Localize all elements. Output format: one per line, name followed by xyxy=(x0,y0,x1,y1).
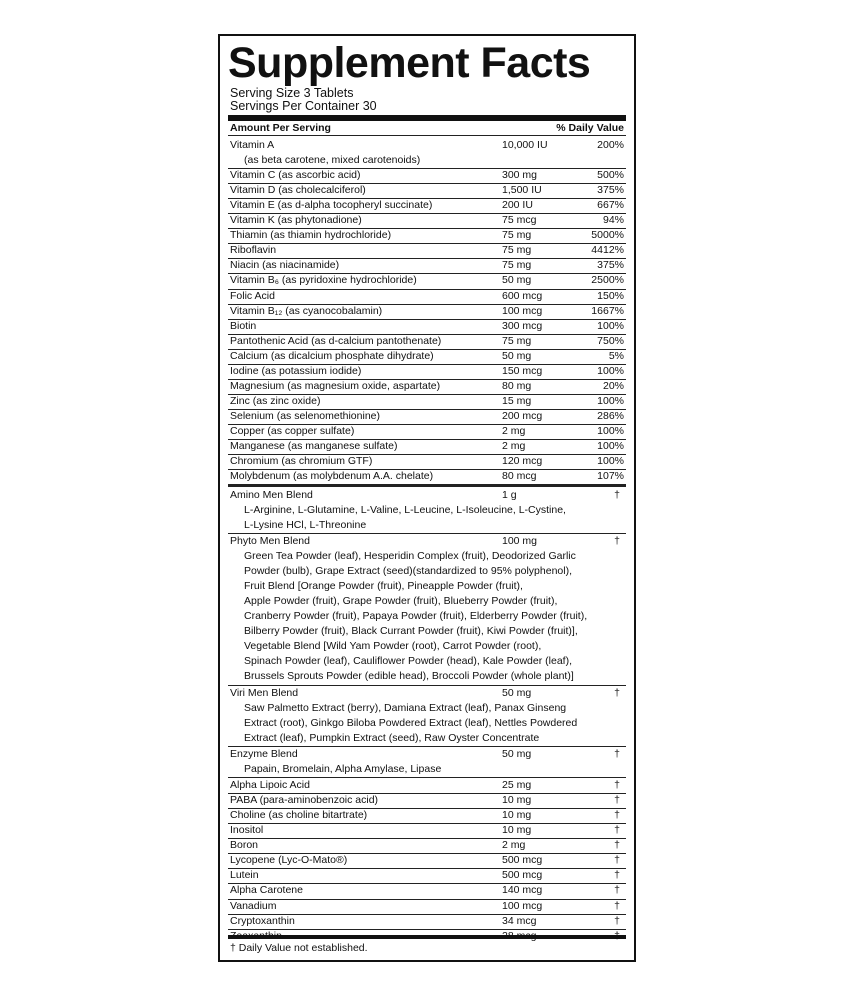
nutrient-amount: 100 mcg xyxy=(502,304,543,317)
ingredient-name: Vanadium xyxy=(230,899,277,912)
serving-size: Serving Size 3 Tablets xyxy=(230,86,354,100)
ingredient-amount: 10 mg xyxy=(502,809,532,822)
nutrient-name: Riboflavin xyxy=(230,244,277,257)
blend-name: Amino Men Blend xyxy=(230,489,313,502)
nutrient-row xyxy=(230,273,624,288)
nutrient-name: Calcium (as dicalcium phosphate dihydrate) xyxy=(230,349,434,362)
header-rule xyxy=(228,135,626,136)
ingredient-amount: 140 mcg xyxy=(502,884,543,897)
dagger-marker: † xyxy=(614,884,620,897)
blend-row xyxy=(230,686,624,746)
dagger-marker: † xyxy=(614,824,620,837)
blend-name: Enzyme Blend xyxy=(230,748,298,760)
blend-row xyxy=(230,488,624,533)
nutrient-daily-value: 200% xyxy=(597,139,624,151)
ingredient-row xyxy=(230,838,624,853)
amount-per-serving-header: Amount Per Serving xyxy=(230,122,331,134)
nutrient-name: Iodine (as potassium iodide) xyxy=(230,364,362,377)
blend-ingredients: Papain, Bromelain, Alpha Amylase, Lipase xyxy=(244,763,442,775)
nutrient-amount: 600 mcg xyxy=(502,289,543,302)
ingredient-name: Lycopene (Lyc-O-Mato®) xyxy=(230,854,348,867)
nutrient-daily-value: 100% xyxy=(597,364,624,377)
ingredient-amount: 34 mcg xyxy=(502,914,537,927)
nutrient-daily-value: 2500% xyxy=(591,274,624,287)
bottom-thick-rule xyxy=(228,935,626,939)
blend-name: Phyto Men Blend xyxy=(230,535,310,548)
label-title: Supplement Facts xyxy=(228,39,591,87)
nutrient-row xyxy=(230,304,624,319)
dagger-marker: † xyxy=(614,489,620,502)
ingredient-name: Cryptoxanthin xyxy=(230,914,295,927)
nutrient-daily-value: 1667% xyxy=(591,304,624,317)
nutrient-daily-value: 375% xyxy=(597,184,624,197)
ingredient-row xyxy=(230,883,624,898)
dagger-marker: † xyxy=(614,869,620,882)
nutrient-name: Vitamin K (as phytonadione) xyxy=(230,214,362,227)
nutrient-daily-value: 4412% xyxy=(591,244,624,257)
nutrient-row xyxy=(230,213,624,228)
blend-ingredients: Saw Palmetto Extract (berry), Damiana Extract (leaf), Panax Ginseng Extract (root), Ginkgo Biloba Powdered Extract (leaf), Nettles Powdered Extract (leaf), Pumpkin Extract (seed), Raw Oyster Concentrate xyxy=(244,701,578,744)
dagger-marker: † xyxy=(614,809,620,822)
nutrient-amount: 2 mg xyxy=(502,440,526,452)
ingredient-name: Choline (as choline bitartrate) xyxy=(230,809,368,822)
nutrient-amount: 2 mg xyxy=(502,424,526,437)
ingredient-amount: 25 mg xyxy=(502,779,532,792)
nutrient-row xyxy=(230,319,624,334)
nutrient-amount: 80 mcg xyxy=(502,470,537,483)
dagger-marker: † xyxy=(614,794,620,807)
nutrient-amount: 300 mg xyxy=(502,169,538,182)
nutrient-name: Niacin (as niacinamide) xyxy=(230,259,340,272)
blend-amount: 100 mg xyxy=(502,535,538,548)
nutrient-daily-value: 5% xyxy=(608,349,624,362)
nutrient-row xyxy=(230,258,624,273)
dagger-marker: † xyxy=(614,535,620,548)
daily-value-header: % Daily Value xyxy=(556,122,624,134)
nutrient-amount: 15 mg xyxy=(502,394,532,407)
nutrient-amount: 50 mg xyxy=(502,349,532,362)
nutrient-daily-value: 286% xyxy=(597,409,624,422)
nutrient-daily-value: 94% xyxy=(602,214,624,227)
ingredient-name: Alpha Carotene xyxy=(230,884,303,897)
nutrient-name: Pantothenic Acid (as d-calcium pantothenate) xyxy=(230,334,442,347)
nutrient-daily-value: 100% xyxy=(597,319,624,332)
nutrient-name: Chromium (as chromium GTF) xyxy=(230,455,373,468)
nutrient-amount: 200 IU xyxy=(502,199,533,212)
ingredient-row xyxy=(230,853,624,868)
nutrient-name: Vitamin C (as ascorbic acid) xyxy=(230,169,361,182)
dagger-marker: † xyxy=(614,914,620,927)
nutrient-amount: 50 mg xyxy=(502,274,532,287)
nutrient-daily-value: 100% xyxy=(597,455,624,468)
nutrient-row xyxy=(230,198,624,213)
ingredient-amount: 10 mg xyxy=(502,824,532,837)
ingredient-name: Inositol xyxy=(230,824,264,837)
nutrient-name: Zinc (as zinc oxide) xyxy=(230,394,321,407)
ingredient-name: Boron xyxy=(230,839,259,852)
ingredient-row xyxy=(230,808,624,823)
nutrient-name: Selenium (as selenomethionine) xyxy=(230,409,380,422)
nutrient-row xyxy=(230,138,624,168)
nutrient-amount: 10,000 IU xyxy=(502,139,548,151)
ingredient-row xyxy=(230,914,624,929)
nutrient-amount: 300 mcg xyxy=(502,319,543,332)
nutrient-row xyxy=(230,409,624,424)
nutrient-name: Vitamin B₁₂ (as cyanocobalamin) xyxy=(230,304,383,317)
nutrient-name: Biotin xyxy=(230,319,257,332)
nutrient-daily-value: 107% xyxy=(597,470,624,483)
blend-amount: 50 mg xyxy=(502,748,532,760)
servings-per-container: Servings Per Container 30 xyxy=(230,99,377,113)
dagger-marker: † xyxy=(614,748,620,760)
nutrient-row xyxy=(230,424,624,439)
ingredient-amount: 100 mcg xyxy=(502,899,543,912)
ingredient-row xyxy=(230,823,624,838)
ingredient-row xyxy=(230,868,624,883)
nutrient-row xyxy=(230,394,624,409)
ingredient-row xyxy=(230,793,624,808)
nutrient-row xyxy=(230,379,624,394)
blend-row xyxy=(230,534,624,685)
blend-row xyxy=(230,747,624,777)
nutrient-daily-value: 100% xyxy=(597,424,624,437)
nutrient-row xyxy=(230,334,624,349)
nutrient-daily-value: 500% xyxy=(597,169,624,182)
nutrient-amount: 1,500 IU xyxy=(502,184,542,197)
nutrient-row xyxy=(230,454,624,469)
nutrient-source: (as beta carotene, mixed carotenoids) xyxy=(244,154,421,167)
nutrient-daily-value: 20% xyxy=(602,379,624,392)
dagger-marker: † xyxy=(614,686,620,699)
nutrient-amount: 75 mg xyxy=(502,244,532,257)
nutrient-name: Vitamin B₆ (as pyridoxine hydrochloride) xyxy=(230,274,417,287)
nutrient-daily-value: 5000% xyxy=(591,229,624,242)
ingredient-name: Alpha Lipoic Acid xyxy=(230,779,310,792)
nutrient-amount: 80 mg xyxy=(502,379,532,392)
nutrient-row xyxy=(230,228,624,243)
nutrient-row xyxy=(230,183,624,198)
nutrient-row xyxy=(230,364,624,379)
nutrient-daily-value: 667% xyxy=(597,199,624,212)
nutrient-name: Molybdenum (as molybdenum A.A. chelate) xyxy=(230,470,434,483)
nutrient-name: Folic Acid xyxy=(230,289,275,302)
nutrient-amount: 150 mcg xyxy=(502,364,543,377)
column-header xyxy=(230,122,624,135)
ingredient-amount: 10 mg xyxy=(502,794,532,807)
nutrient-row xyxy=(230,349,624,364)
nutrient-daily-value: 750% xyxy=(597,334,624,347)
nutrient-row xyxy=(230,243,624,258)
nutrient-amount: 75 mg xyxy=(502,334,532,347)
ingredient-name: Lutein xyxy=(230,869,259,882)
blend-ingredients: Green Tea Powder (leaf), Hesperidin Complex (fruit), Deodorized Garlic Powder (bulb), Grape Extract (seed)(standardized to 95% polyphenol), Fruit Blend [Orange Powder (fruit), Pineapple Powder (fruit), Apple Powder (fruit), Grape Powder (fruit), Blueberry Powder (fruit), Cranberry Powder (fruit), Papaya Powder (fruit), Elderberry Powder (fruit), Bilberry Powder (fruit), Black Currant Powder (fruit), Kiwi Powder (fruit)], Vegetable Blend [Wild Yam Powder (root), Carrot Powder (root), Spinach Powder (leaf), Cauliflower Powder (head), Kale Powder (leaf), Brussels Sprouts Powder (edible head), Broccoli Powder (whole plant)] xyxy=(244,550,588,683)
nutrient-amount: 120 mcg xyxy=(502,455,543,468)
nutrient-name: Manganese (as manganese sulfate) xyxy=(230,440,398,452)
ingredient-name: PABA (para-aminobenzoic acid) xyxy=(230,794,379,807)
ingredient-amount: 500 mcg xyxy=(502,854,543,867)
nutrient-name: Thiamin (as thiamin hydrochloride) xyxy=(230,229,392,242)
dagger-marker: † xyxy=(614,839,620,852)
ingredient-row xyxy=(230,778,624,793)
top-thick-rule xyxy=(228,115,626,121)
blend-name: Viri Men Blend xyxy=(230,686,299,699)
nutrient-row xyxy=(230,289,624,304)
nutrient-daily-value: 150% xyxy=(597,289,624,302)
dagger-marker: † xyxy=(614,779,620,792)
nutrient-name: Vitamin A xyxy=(230,139,275,151)
nutrient-row xyxy=(230,439,624,454)
blend-amount: 50 mg xyxy=(502,686,532,699)
blend-ingredients: L-Arginine, L-Glutamine, L-Valine, L-Leucine, L-Isoleucine, L-Cystine, L-Lysine HCl, L-Threonine xyxy=(244,504,566,532)
ingredient-amount: 2 mg xyxy=(502,839,526,852)
nutrient-row xyxy=(230,168,624,183)
ingredient-row xyxy=(230,899,624,914)
nutrient-daily-value: 100% xyxy=(597,394,624,407)
nutrient-amount: 75 mg xyxy=(502,229,532,242)
nutrient-daily-value: 100% xyxy=(597,440,624,452)
nutrient-amount: 200 mcg xyxy=(502,409,543,422)
nutrient-row xyxy=(230,469,624,484)
nutrient-name: Vitamin E (as d-alpha tocopheryl succinate) xyxy=(230,199,433,212)
ingredient-amount: 500 mcg xyxy=(502,869,543,882)
nutrient-name: Copper (as copper sulfate) xyxy=(230,424,355,437)
blend-amount: 1 g xyxy=(502,489,517,502)
supplement-facts-label xyxy=(218,34,636,962)
dagger-marker: † xyxy=(614,854,620,867)
nutrient-daily-value: 375% xyxy=(597,259,624,272)
nutrient-name: Vitamin D (as cholecalciferol) xyxy=(230,184,366,197)
nutrient-amount: 75 mg xyxy=(502,259,532,272)
nutrient-amount: 75 mcg xyxy=(502,214,537,227)
row-divider xyxy=(228,484,626,487)
footnote: † Daily Value not established. xyxy=(230,942,368,954)
nutrient-name: Magnesium (as magnesium oxide, aspartate) xyxy=(230,379,441,392)
dagger-marker: † xyxy=(614,899,620,912)
